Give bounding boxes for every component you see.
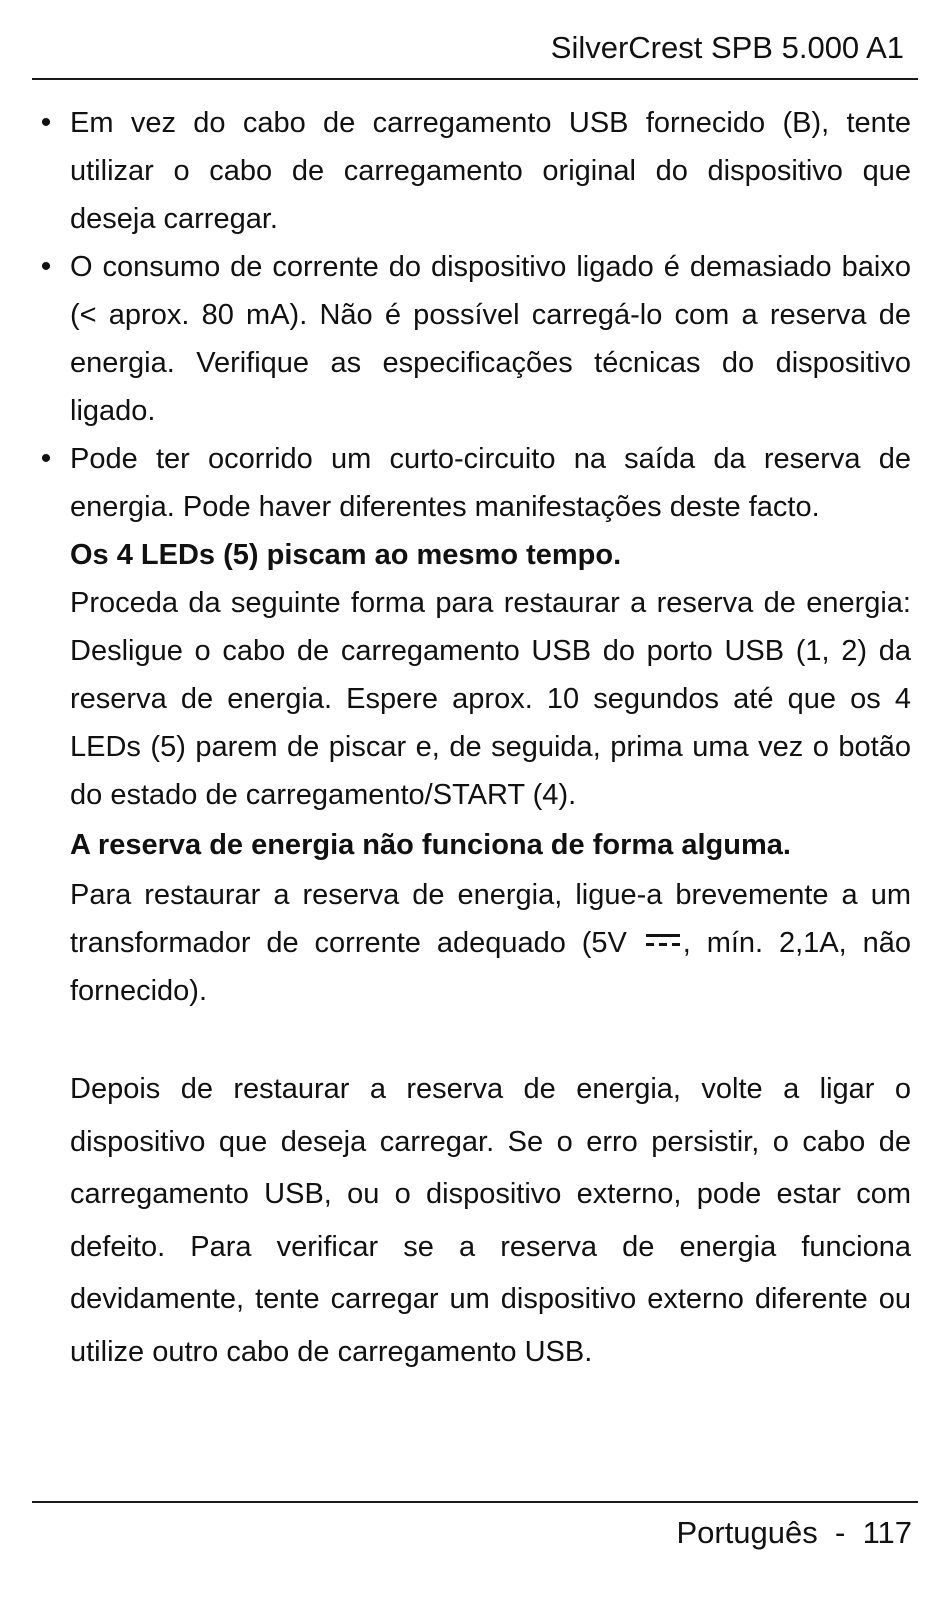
paragraph-spacer — [70, 1015, 911, 1063]
page-number: 117 — [862, 1515, 912, 1550]
body-text-after-symbol: , mín. 2,1A, não fornecido). — [70, 927, 911, 1007]
footer-separator: - — [835, 1515, 846, 1550]
section-body-leds: Proceda da seguinte forma para restaurar a reserva de energia: Desligue o cabo de carregamento USB do porto USB (1, 2) da reserva de energia. Espere aprox. 10 segundos até que os 4 LEDs (5) parem de piscar e, de seguida, prima uma vez o botão do estado de carregamento/START (4). — [70, 587, 911, 811]
bullet-icon: • — [40, 106, 52, 139]
bullet-text: Em vez do cabo de carregamento USB fornecido (B), tente utilizar o cabo de carregamento original do dispositivo que deseja carregar. — [70, 107, 911, 235]
dc-current-icon — [645, 933, 681, 949]
bullet-icon: • — [40, 250, 52, 283]
page-header — [32, 22, 918, 80]
manual-title: SilverCrest SPB 5.000 A1 — [550, 30, 904, 65]
bullet-item — [40, 243, 911, 435]
bullet-icon: • — [40, 442, 52, 475]
closing-paragraph: Depois de restaurar a reserva de energia, volte a ligar o dispositivo que deseja carregar. Se o erro persistir, o cabo de carregamento USB, ou o dispositivo externo, pode estar com defeito. Para verificar se a reserva de energia funciona devidamente, tente carregar um dispositivo externo diferente ou utilize outro cabo de carregamento USB. — [70, 1073, 911, 1368]
footer-language: Português — [676, 1515, 818, 1550]
section-body-no-function — [70, 871, 911, 1015]
section-heading-no-function: A reserva de energia não funciona de forma alguma. — [70, 829, 791, 861]
bullet-item — [40, 435, 911, 531]
page-content — [40, 99, 911, 1378]
page-footer — [32, 1501, 918, 1583]
bullet-item — [40, 99, 911, 243]
footer-label — [676, 1513, 912, 1553]
bullet-text: O consumo de corrente do dispositivo ligado é demasiado baixo (< aprox. 80 mA). Não é possível carregá-lo com a reserva de energia. Verifique as especificações técnicas do dispositivo ligado. — [70, 251, 911, 427]
body-text-before-symbol: Para restaurar a reserva de energia, ligue-a brevemente a um transformador de corrente adequado (5V — [70, 879, 911, 959]
bullet-text: Pode ter ocorrido um curto-circuito na saída da reserva de energia. Pode haver diferentes manifestações deste facto. — [70, 443, 911, 523]
section-heading-leds: Os 4 LEDs (5) piscam ao mesmo tempo. — [70, 539, 622, 571]
